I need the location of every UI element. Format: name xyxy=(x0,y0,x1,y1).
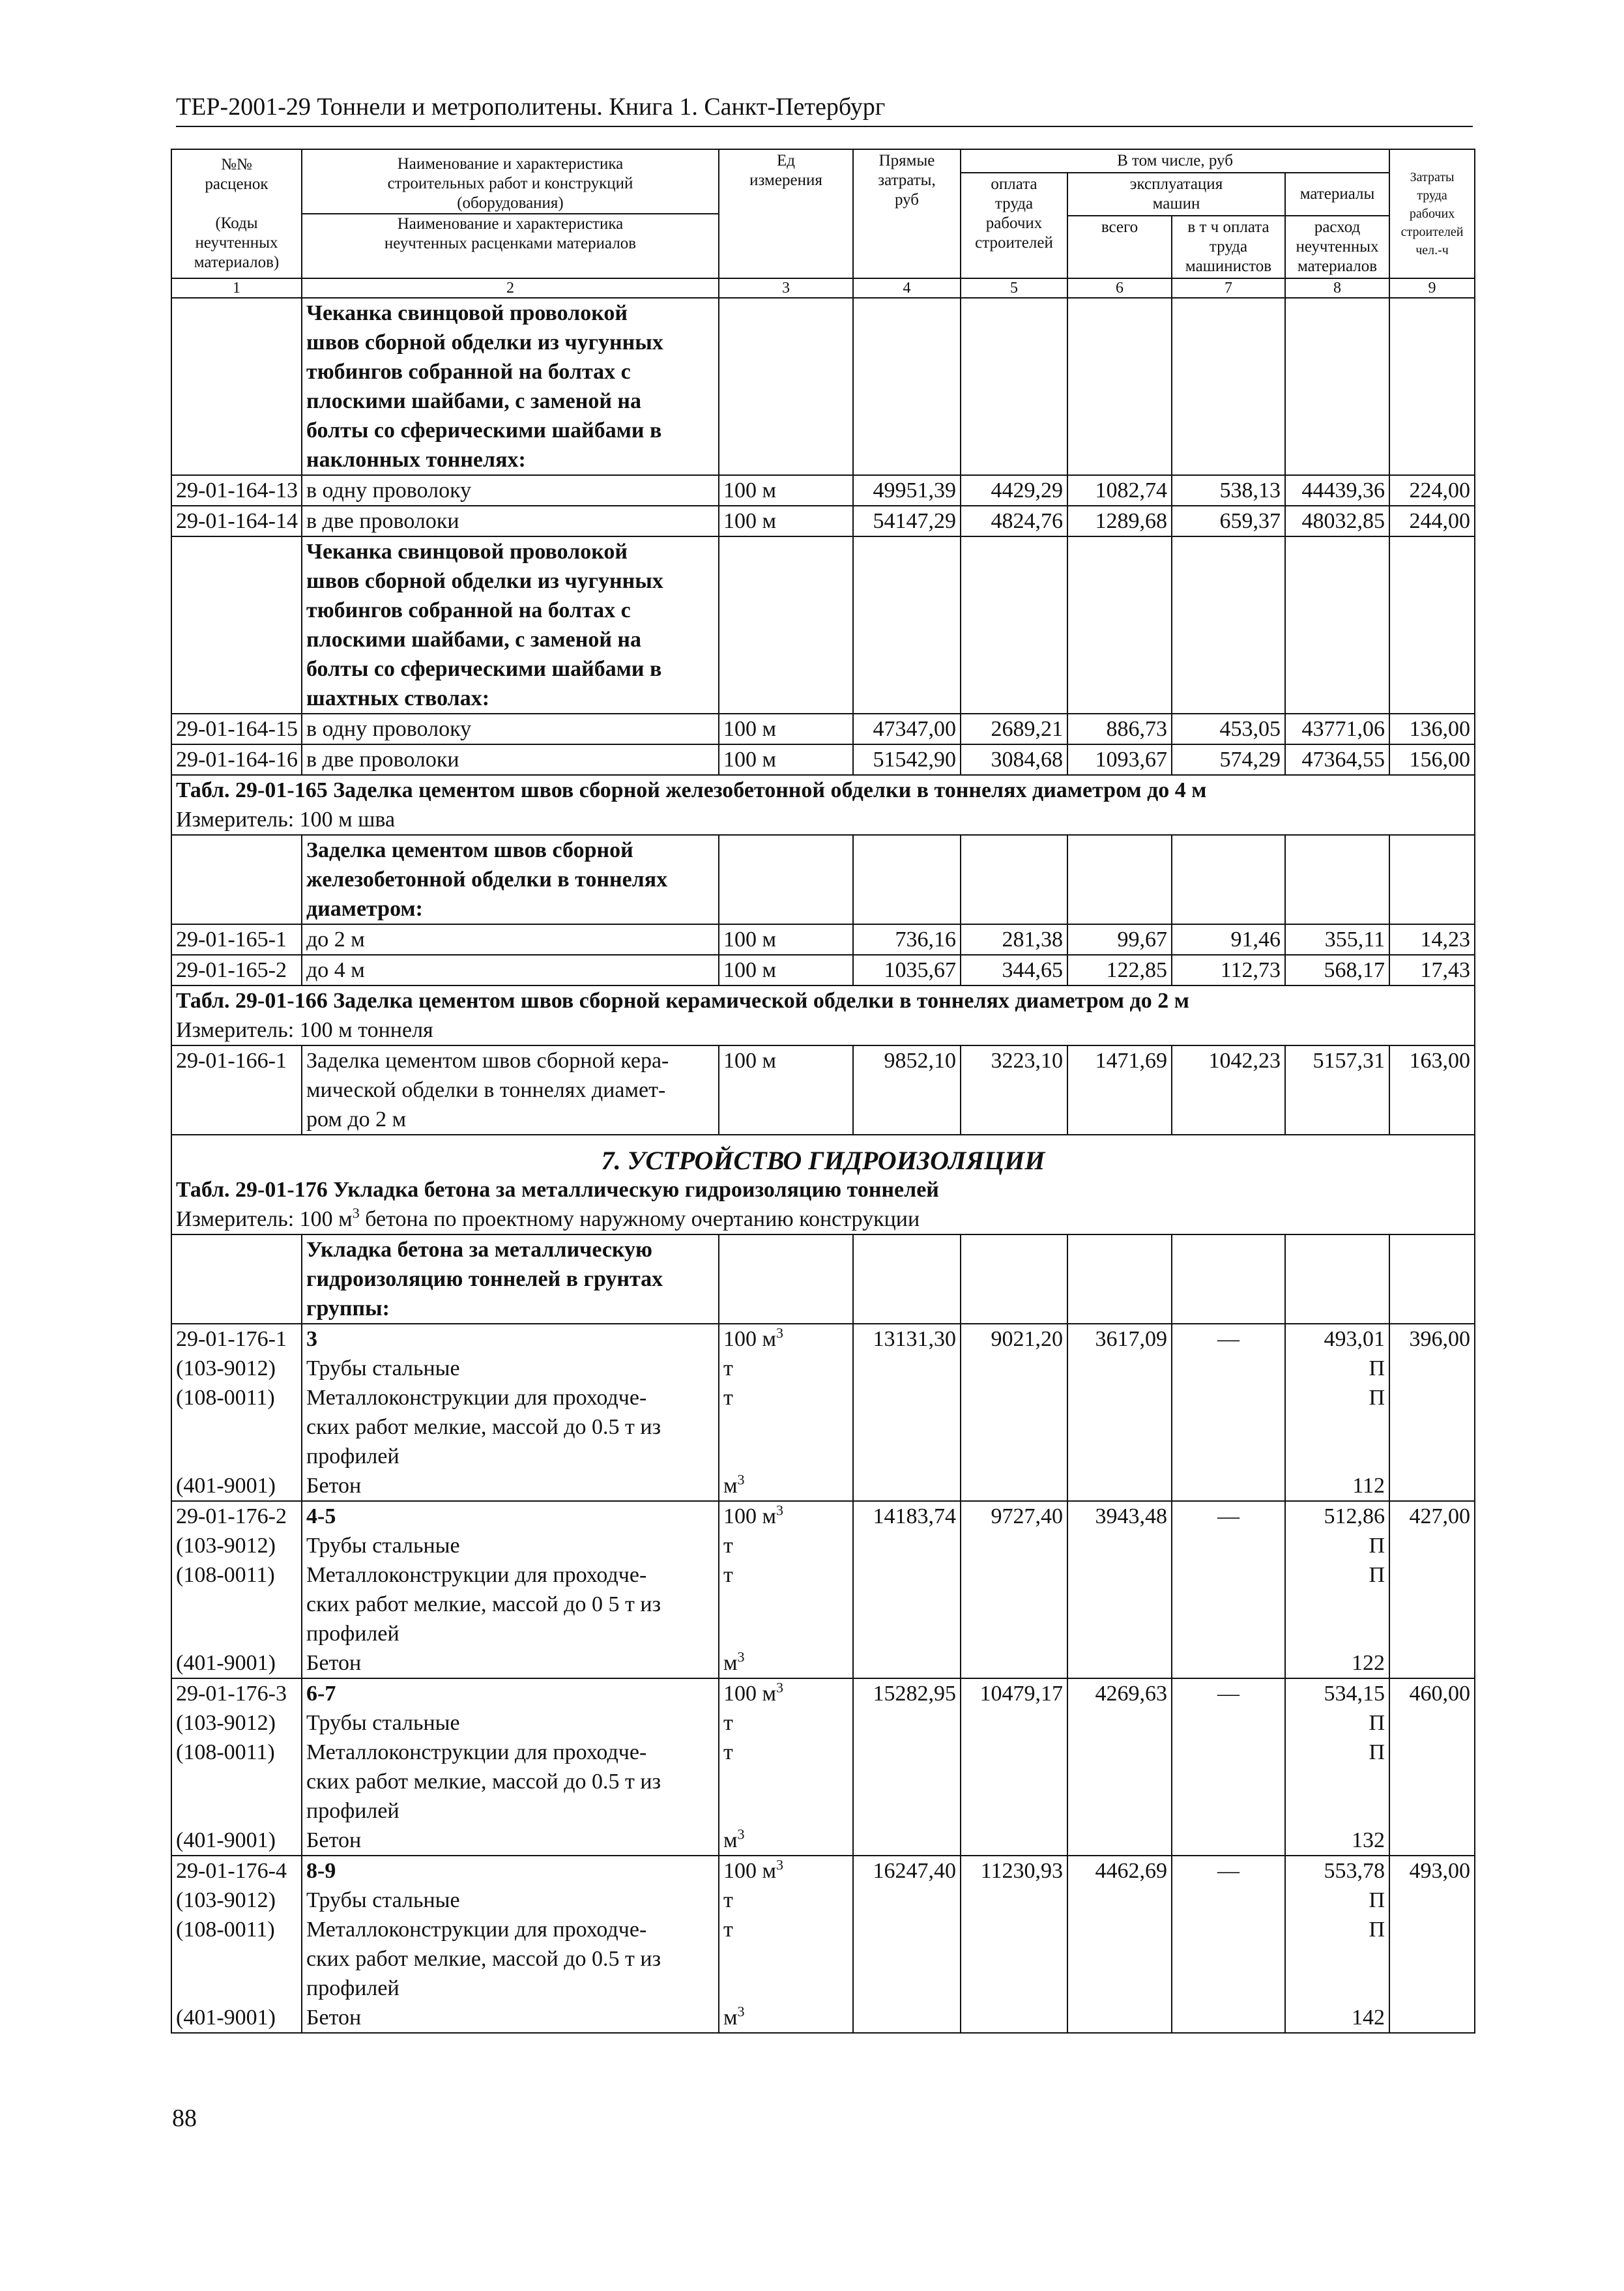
labor-cost: 2689,21 xyxy=(961,714,1067,744)
table-row xyxy=(171,744,1475,775)
rate-code: 29-01-165-2 xyxy=(171,955,302,985)
col-machines-header: эксплуатация машин xyxy=(1067,173,1285,216)
machine-labor-cost: — xyxy=(1172,1678,1285,1856)
table-row xyxy=(171,924,1475,955)
rate-unit: 100 м xyxy=(719,714,853,744)
labor-hours: 224,00 xyxy=(1389,475,1475,506)
machine-labor-cost: 659,37 xyxy=(1172,506,1285,536)
rate-name: до 2 м xyxy=(302,924,719,955)
rates-table xyxy=(171,149,1475,2034)
rate-unit: 100 м xyxy=(719,506,853,536)
rate-name: в две проволоки xyxy=(302,744,719,775)
machine-labor-cost: — xyxy=(1172,1324,1285,1501)
table-176-groups xyxy=(171,1324,1475,2033)
table-title-row xyxy=(171,775,1475,835)
material-values: 493,01 П П 112 xyxy=(1285,1324,1389,1501)
labor-cost: 4824,76 xyxy=(961,506,1067,536)
col-mach-labor-header: в т ч оплата труда машинистов xyxy=(1172,216,1285,278)
col-mach-total-header: всего xyxy=(1067,216,1172,278)
rate-unit: 100 м xyxy=(719,744,853,775)
table-row xyxy=(171,298,1475,475)
work-heading: Чеканка свинцовой проволокой швов сборной обделки из чугунных тюбингов собранной на болтах с плоскими шайбами, с заменой на болты со сферическими шайбами в шахтных стволах: xyxy=(302,536,719,714)
labor-cost: 11230,93 xyxy=(961,1856,1067,2033)
material-values: 553,78 П П 142 xyxy=(1285,1856,1389,2033)
material-cost: 48032,85 xyxy=(1285,506,1389,536)
labor-cost: 9727,40 xyxy=(961,1501,1067,1678)
table-row xyxy=(171,955,1475,985)
table-row xyxy=(171,835,1475,924)
direct-cost: 9852,10 xyxy=(853,1045,961,1135)
direct-cost: 54147,29 xyxy=(853,506,961,536)
machine-labor-cost: 453,05 xyxy=(1172,714,1285,744)
direct-cost: 47347,00 xyxy=(853,714,961,744)
labor-cost: 10479,17 xyxy=(961,1678,1067,1856)
labor-hours: 156,00 xyxy=(1389,744,1475,775)
rate-names: 3 Трубы стальные Металлоконструкции для проходче- ских работ мелкие, массой до 0.5 т из профилей Бетон xyxy=(302,1324,719,1501)
material-cost: 44439,36 xyxy=(1285,475,1389,506)
work-heading: Чеканка свинцовой проволокой швов сборной обделки из чугунных тюбингов собранной на болтах с плоскими шайбами, с заменой на болты со сферическими шайбами в наклонных тоннелях: xyxy=(302,298,719,475)
direct-cost: 13131,30 xyxy=(853,1324,961,1501)
labor-hours: 493,00 xyxy=(1389,1856,1475,2033)
machine-labor-cost: — xyxy=(1172,1501,1285,1678)
col-name-header: Наименование и характеристика строительных работ и конструкций (оборудования) Наименование и характеристика неучтенных расценками материалов xyxy=(302,149,719,278)
rate-code: 29-01-164-13 xyxy=(171,475,302,506)
rate-unit: 100 м xyxy=(719,1045,853,1135)
material-values: 534,15 П П 132 xyxy=(1285,1678,1389,1856)
direct-cost: 51542,90 xyxy=(853,744,961,775)
labor-cost: 4429,29 xyxy=(961,475,1067,506)
table-row xyxy=(171,536,1475,714)
machine-labor-cost: 91,46 xyxy=(1172,924,1285,955)
labor-hours: 396,00 xyxy=(1389,1324,1475,1501)
machine-labor-cost: — xyxy=(1172,1856,1285,2033)
table-166-measure: Измеритель: 100 м тоннеля xyxy=(176,1018,433,1042)
machine-cost: 99,67 xyxy=(1067,924,1172,955)
direct-cost: 14183,74 xyxy=(853,1501,961,1678)
page-number: 88 xyxy=(172,2105,197,2132)
table-header xyxy=(171,149,1475,298)
rate-name: Заделка цементом швов сборной кера- мической обделки в тоннелях диамет- ром до 2 м xyxy=(302,1045,719,1135)
machine-cost: 4462,69 xyxy=(1067,1856,1172,2033)
table-row xyxy=(171,1678,1475,1856)
rate-units: 100 $м^3$ т т $м^3$ xyxy=(719,1501,853,1678)
rate-code: 29-01-164-16 xyxy=(171,744,302,775)
direct-cost: 15282,95 xyxy=(853,1678,961,1856)
rate-units: 100 $м^3$ т т $м^3$ xyxy=(719,1678,853,1856)
work-heading: Укладка бетона за металлическую гидроизоляцию тоннелей в грунтах группы: xyxy=(302,1234,719,1324)
table-row xyxy=(171,1501,1475,1678)
labor-hours: 17,43 xyxy=(1389,955,1475,985)
col-direct-header: Прямые затраты, руб xyxy=(853,149,961,278)
rate-unit: 100 м xyxy=(719,955,853,985)
rate-code: 29-01-166-1 xyxy=(171,1045,302,1135)
rate-codes: 29-01-176-2 (103-9012) (108-0011) (401-9001) xyxy=(171,1501,302,1678)
labor-cost: 9021,20 xyxy=(961,1324,1067,1501)
direct-cost: 16247,40 xyxy=(853,1856,961,2033)
rate-codes: 29-01-176-1 (103-9012) (108-0011) (401-9001) xyxy=(171,1324,302,1501)
table-165-title: Табл. 29-01-165 Заделка цементом швов сборной железобетонной обделки в тоннелях диаметром до 4 м xyxy=(176,778,1207,802)
table-165-measure: Измеритель: 100 м шва xyxy=(176,808,396,832)
material-cost: 5157,31 xyxy=(1285,1045,1389,1135)
material-values: 512,86 П П 122 xyxy=(1285,1501,1389,1678)
rate-name: в одну проволоку xyxy=(302,714,719,744)
labor-hours: 460,00 xyxy=(1389,1678,1475,1856)
machine-cost: 122,85 xyxy=(1067,955,1172,985)
col-group-header: В том числе, руб xyxy=(961,149,1389,173)
rate-unit: 100 м xyxy=(719,475,853,506)
page-header: ТЕР-2001-29 Тоннели и метрополитены. Книга 1. Санкт-Петербург xyxy=(176,88,1473,127)
rate-codes: 29-01-176-4 (103-9012) (108-0011) (401-9001) xyxy=(171,1856,302,2033)
table-title-row xyxy=(171,985,1475,1045)
column-numbers-row: 1 2 3 4 5 6 7 8 9 xyxy=(171,278,1475,298)
table-row xyxy=(171,1045,1475,1135)
table-176-measure: Измеритель: 100 $м^3$ бетона по проектному наружному очертанию конструкции xyxy=(176,1204,920,1231)
table-row xyxy=(171,506,1475,536)
table-row xyxy=(171,1234,1475,1324)
material-cost: 43771,06 xyxy=(1285,714,1389,744)
table-row xyxy=(171,475,1475,506)
col-materials-header: материалы xyxy=(1285,173,1389,216)
rate-names: 8-9 Трубы стальные Металлоконструкции для проходче- ских работ мелкие, массой до 0.5 т из профилей Бетон xyxy=(302,1856,719,2033)
rate-code: 29-01-164-14 xyxy=(171,506,302,536)
labor-cost: 3084,68 xyxy=(961,744,1067,775)
col-unit-header: Ед измерения xyxy=(719,149,853,278)
machine-labor-cost: 1042,23 xyxy=(1172,1045,1285,1135)
rate-codes: 29-01-176-3 (103-9012) (108-0011) (401-9001) xyxy=(171,1678,302,1856)
col-code-header: №№ расценок (Коды неучтенных материалов) xyxy=(171,149,302,278)
machine-cost: 1093,67 xyxy=(1067,744,1172,775)
machine-cost: 1289,68 xyxy=(1067,506,1172,536)
machine-cost: 1471,69 xyxy=(1067,1045,1172,1135)
rate-name: до 4 м xyxy=(302,955,719,985)
labor-cost: 3223,10 xyxy=(961,1045,1067,1135)
direct-cost: 1035,67 xyxy=(853,955,961,985)
machine-labor-cost: 112,73 xyxy=(1172,955,1285,985)
col-mat-usage-header: расход неучтенных материалов xyxy=(1285,216,1389,278)
rate-code: 29-01-165-1 xyxy=(171,924,302,955)
labor-hours: 244,00 xyxy=(1389,506,1475,536)
work-heading: Заделка цементом швов сборной железобетонной обделки в тоннелях диаметром: xyxy=(302,835,719,924)
material-cost: 355,11 xyxy=(1285,924,1389,955)
machine-labor-cost: 574,29 xyxy=(1172,744,1285,775)
rate-name: в одну проволоку xyxy=(302,475,719,506)
machine-labor-cost: 538,13 xyxy=(1172,475,1285,506)
labor-hours: 14,23 xyxy=(1389,924,1475,955)
direct-cost: 49951,39 xyxy=(853,475,961,506)
labor-hours: 136,00 xyxy=(1389,714,1475,744)
rate-units: 100 $м^3$ т т $м^3$ xyxy=(719,1856,853,2033)
col-labor-header: оплата труда рабочих строителей xyxy=(961,173,1067,278)
labor-cost: 281,38 xyxy=(961,924,1067,955)
labor-hours: 427,00 xyxy=(1389,1501,1475,1678)
rate-names: 6-7 Трубы стальные Металлоконструкции для проходче- ских работ мелкие, массой до 0.5 т из профилей Бетон xyxy=(302,1678,719,1856)
col-hours-header: Затраты труда рабочих строителей чел.-ч xyxy=(1389,149,1475,278)
table-row xyxy=(171,714,1475,744)
table-title-row xyxy=(171,1135,1475,1234)
rate-names: 4-5 Трубы стальные Металлоконструкции для проходче- ских работ мелкие, массой до 0 5 т из профилей Бетон xyxy=(302,1501,719,1678)
machine-cost: 886,73 xyxy=(1067,714,1172,744)
table-row xyxy=(171,1856,1475,2033)
machine-cost: 3943,48 xyxy=(1067,1501,1172,1678)
labor-hours: 163,00 xyxy=(1389,1045,1475,1135)
material-cost: 568,17 xyxy=(1285,955,1389,985)
table-176-title: Табл. 29-01-176 Укладка бетона за металлическую гидроизоляцию тоннелей xyxy=(176,1178,939,1202)
table-row xyxy=(171,1324,1475,1501)
rate-unit: 100 м xyxy=(719,924,853,955)
rate-units: 100 $м^3$ т т $м^3$ xyxy=(719,1324,853,1501)
machine-cost: 1082,74 xyxy=(1067,475,1172,506)
material-cost: 47364,55 xyxy=(1285,744,1389,775)
labor-cost: 344,65 xyxy=(961,955,1067,985)
rate-name: в две проволоки xyxy=(302,506,719,536)
rate-code: 29-01-164-15 xyxy=(171,714,302,744)
direct-cost: 736,16 xyxy=(853,924,961,955)
section-title: 7. УСТРОЙСТВО ГИДРОИЗОЛЯЦИИ xyxy=(601,1146,1045,1175)
table-166-title: Табл. 29-01-166 Заделка цементом швов сборной керамической обделки в тоннелях диаметром до 2 м xyxy=(176,989,1189,1013)
machine-cost: 4269,63 xyxy=(1067,1678,1172,1856)
machine-cost: 3617,09 xyxy=(1067,1324,1172,1501)
